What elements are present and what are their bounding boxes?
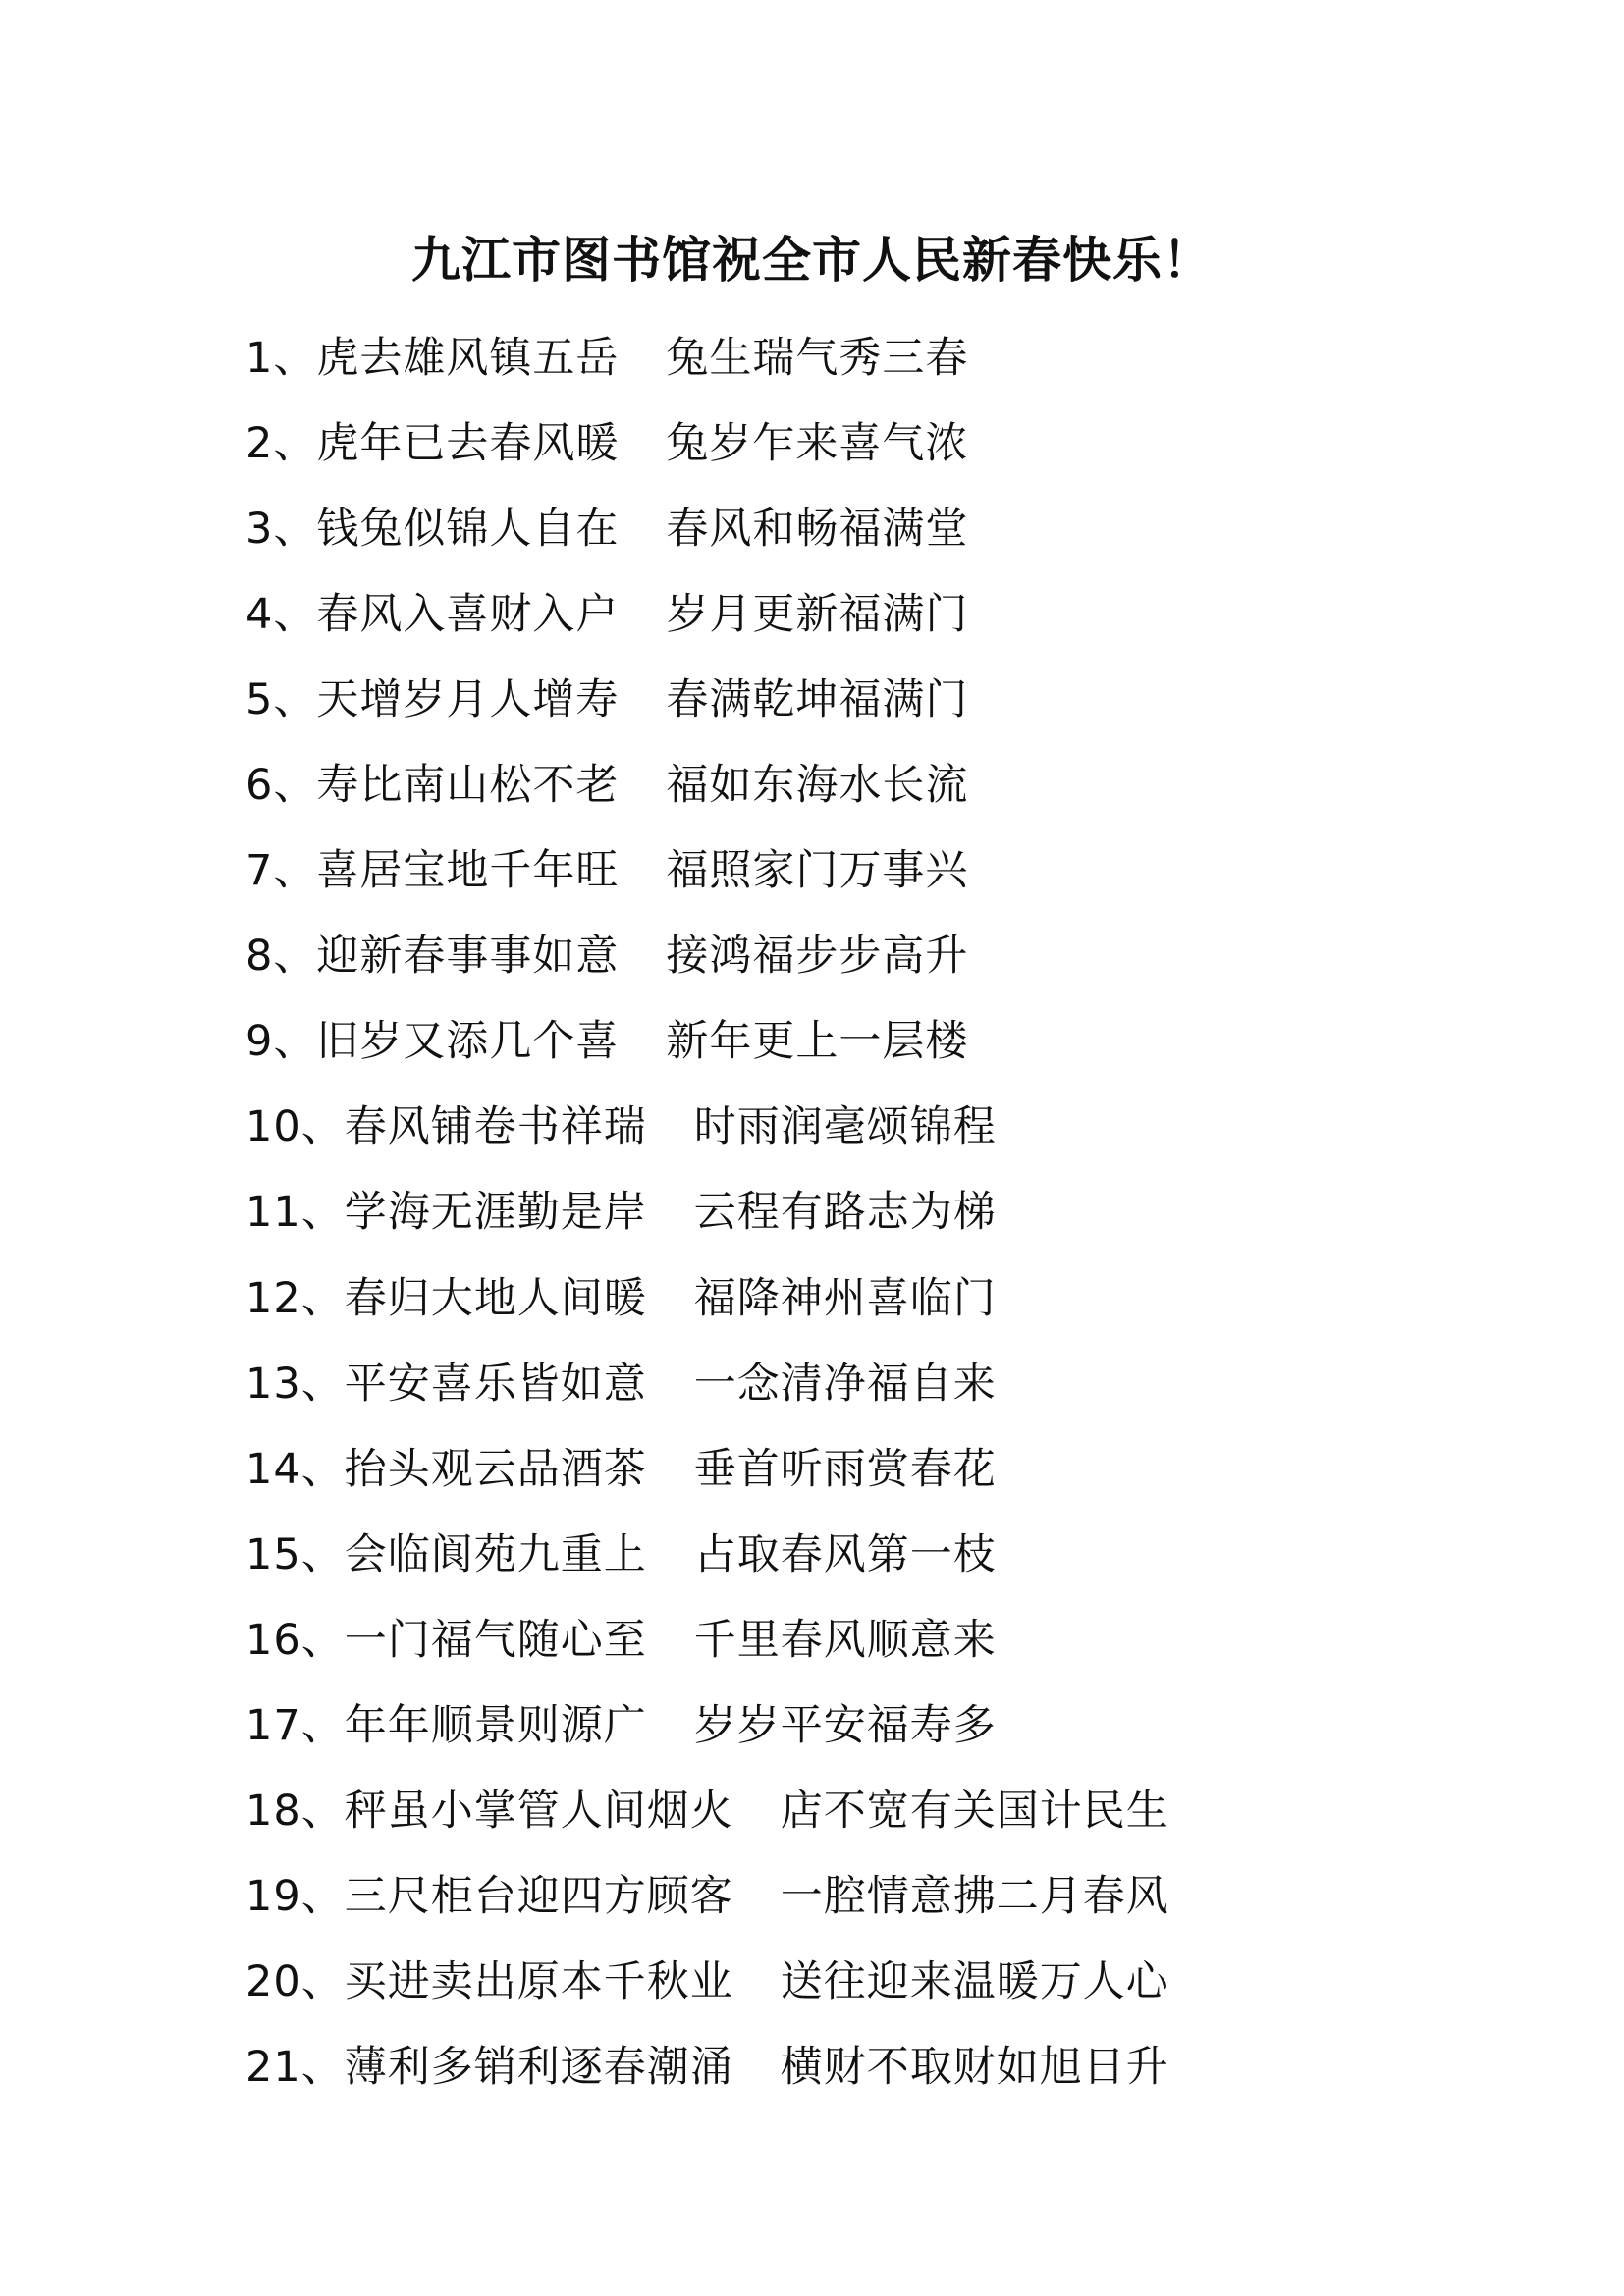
couplet-second-line: 春风和畅福满堂	[666, 505, 969, 555]
couplet-second-line: 福如东海水长流	[666, 761, 969, 811]
couplet-row	[245, 910, 1522, 995]
couplet-number: 3、	[245, 505, 317, 555]
couplet-number: 15、	[245, 1529, 345, 1579]
couplet-second-line: 垂首听雨赏春花	[693, 1444, 997, 1494]
couplet-row	[245, 1253, 1522, 1338]
couplet-first-line: 春风铺卷书祥瑞	[344, 1102, 647, 1152]
page-title: 九江市图书馆祝全市人民新春快乐！	[411, 232, 1213, 289]
couplet-second-line: 春满乾坤福满门	[666, 675, 969, 725]
couplet-number: 13、	[245, 1359, 345, 1409]
couplet-number: 14、	[245, 1444, 345, 1494]
couplet-first-line: 旧岁又添几个喜	[316, 1017, 620, 1067]
couplet-list	[245, 312, 1522, 2107]
couplet-number: 11、	[245, 1188, 345, 1238]
couplet-second-line: 一腔情意拂二月春风	[780, 1871, 1169, 1921]
couplet-first-line: 平安喜乐皆如意	[344, 1359, 647, 1409]
couplet-row	[245, 1850, 1522, 1936]
couplet-second-line: 新年更上一层楼	[666, 1017, 969, 1067]
couplet-number: 21、	[245, 2042, 345, 2092]
couplet-first-line: 学海无涯勤是岸	[344, 1188, 647, 1238]
couplet-number: 12、	[245, 1273, 345, 1323]
couplet-second-line: 云程有路志为梯	[693, 1188, 997, 1238]
couplet-second-line: 兔生瑞气秀三春	[666, 334, 969, 384]
couplet-number: 2、	[245, 419, 317, 469]
couplet-second-line: 福降神州喜临门	[693, 1273, 997, 1323]
couplet-number: 1、	[245, 334, 317, 384]
couplet-second-line: 横财不取财如旭日升	[780, 2042, 1169, 2092]
couplet-number: 4、	[245, 590, 317, 640]
couplet-first-line: 买进卖出原本千秋业	[344, 1956, 733, 2006]
couplet-first-line: 薄利多销利逐春潮涌	[344, 2042, 733, 2092]
couplet-first-line: 一门福气随心至	[344, 1615, 647, 1665]
couplet-second-line: 占取春风第一枝	[693, 1529, 997, 1579]
couplet-first-line: 秤虽小掌管人间烟火	[344, 1786, 733, 1836]
couplet-first-line: 春风入喜财入户	[316, 590, 620, 640]
couplet-first-line: 年年顺景则源广	[344, 1700, 647, 1750]
couplet-number: 8、	[245, 932, 317, 982]
couplet-first-line: 抬头观云品酒茶	[344, 1444, 647, 1494]
couplet-second-line: 接鸿福步步高升	[666, 932, 969, 982]
couplet-second-line: 送往迎来温暖万人心	[780, 1956, 1169, 2006]
couplet-number: 17、	[245, 1700, 345, 1750]
couplet-first-line: 迎新春事事如意	[316, 932, 620, 982]
couplet-second-line: 岁月更新福满门	[666, 590, 969, 640]
couplet-first-line: 春归大地人间暖	[344, 1273, 647, 1323]
couplet-number: 9、	[245, 1017, 317, 1067]
couplet-first-line: 三尺柜台迎四方顾客	[344, 1871, 733, 1921]
couplet-row	[245, 1166, 1522, 1252]
couplet-row	[245, 654, 1522, 739]
couplet-row	[245, 825, 1522, 910]
couplet-number: 16、	[245, 1615, 345, 1665]
couplet-number: 5、	[245, 675, 317, 725]
couplet-row	[245, 1765, 1522, 1850]
couplet-second-line: 福照家门万事兴	[666, 846, 969, 896]
couplet-row	[245, 1594, 1522, 1680]
couplet-first-line: 虎年已去春风暖	[316, 419, 620, 469]
couplet-number: 19、	[245, 1871, 345, 1921]
couplet-row	[245, 1936, 1522, 2021]
couplet-row	[245, 1423, 1522, 1509]
couplet-number: 18、	[245, 1786, 345, 1836]
couplet-row	[245, 1081, 1522, 1166]
couplet-first-line: 天增岁月人增寿	[316, 675, 620, 725]
couplet-row	[245, 739, 1522, 825]
couplet-first-line: 虎去雄风镇五岳	[316, 334, 620, 384]
couplet-second-line: 一念清净福自来	[693, 1359, 997, 1409]
couplet-first-line: 会临阆苑九重上	[344, 1529, 647, 1579]
couplet-second-line: 店不宽有关国计民生	[780, 1786, 1169, 1836]
couplet-second-line: 时雨润毫颂锦程	[693, 1102, 997, 1152]
couplet-first-line: 寿比南山松不老	[316, 761, 620, 811]
couplet-second-line: 兔岁乍来喜气浓	[666, 419, 969, 469]
couplet-second-line: 岁岁平安福寿多	[693, 1700, 997, 1750]
couplet-number: 20、	[245, 1956, 345, 2006]
couplet-row	[245, 1338, 1522, 1423]
couplet-first-line: 喜居宝地千年旺	[316, 846, 620, 896]
couplet-second-line: 千里春风顺意来	[693, 1615, 997, 1665]
couplet-row	[245, 2021, 1522, 2107]
couplet-first-line: 钱兔似锦人自在	[316, 505, 620, 555]
couplet-row	[245, 1680, 1522, 1765]
couplet-row	[245, 312, 1522, 398]
couplet-number: 10、	[245, 1102, 345, 1152]
couplet-row	[245, 483, 1522, 568]
couplet-number: 7、	[245, 846, 317, 896]
couplet-row	[245, 398, 1522, 483]
couplet-number: 6、	[245, 761, 317, 811]
couplet-row	[245, 1509, 1522, 1594]
couplet-row	[245, 568, 1522, 654]
couplet-row	[245, 995, 1522, 1081]
